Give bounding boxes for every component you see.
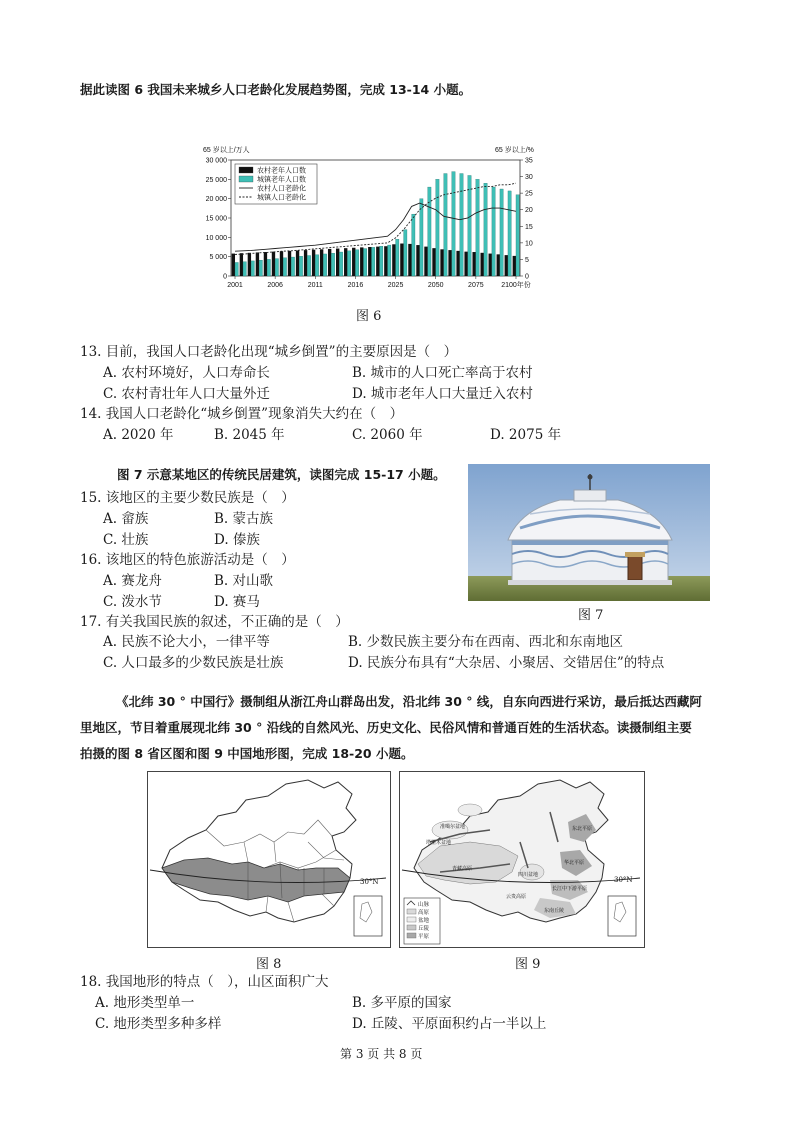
chart-left-tick-label: 5 000: [209, 254, 227, 262]
bar-urban-count: [259, 260, 262, 276]
bar-rural-count: [328, 249, 331, 276]
question-16-stem: 16. 该地区的特色旅游活动是（ ）: [80, 552, 295, 568]
bar-urban-count: [267, 259, 270, 276]
question-18-stem: 18. 我国地形的特点（ ），山区面积广大: [80, 974, 329, 990]
bar-rural-count: [240, 253, 243, 276]
bar-urban-count: [484, 183, 487, 276]
intro-18-20: [80, 689, 720, 767]
fig9-label-sichuan: 四川盆地: [518, 872, 539, 878]
bar-rural-count: [489, 254, 492, 276]
figure-7-caption: 图 7: [578, 608, 604, 623]
chart-x-tick-label: 2075: [468, 282, 484, 289]
bar-rural-count: [456, 251, 459, 276]
q18-option-b[interactable]: B. 多平原的国家: [352, 995, 452, 1011]
figure-8-province-map: [147, 771, 391, 948]
fig9-label-qingzang: 青藏高原: [452, 866, 473, 872]
q16-option-a[interactable]: A. 赛龙舟: [103, 573, 162, 589]
bar-urban-count: [235, 262, 238, 276]
bar-urban-count: [404, 230, 407, 276]
chart-left-axis-title: 65 岁以上/万人: [203, 147, 250, 154]
legend-swatch-urban_count: [239, 176, 253, 182]
bar-urban-count: [468, 175, 471, 276]
bar-urban-count: [347, 251, 350, 276]
intro-15-17: 图 7 示意某地区的传统民居建筑，读图完成 15-17 小题。: [117, 467, 446, 482]
fig8-lat-label: 30°N: [360, 878, 379, 886]
q15-option-d[interactable]: D. 傣族: [214, 532, 260, 548]
bar-rural-count: [256, 252, 259, 276]
bar-urban-count: [516, 195, 519, 276]
bar-urban-count: [251, 261, 254, 276]
q18-option-d[interactable]: D. 丘陵、平原面积约占一半以上: [352, 1016, 547, 1032]
q13-option-c[interactable]: C. 农村青壮年人口大量外迁: [103, 386, 270, 402]
fig9-label-dongbei: 东北平原: [572, 826, 593, 832]
bar-rural-count: [248, 253, 251, 276]
page-footer: 第 3 页 共 8 页: [340, 1047, 423, 1061]
bar-rural-count: [344, 248, 347, 276]
bar-rural-count: [272, 252, 275, 276]
q13-option-b[interactable]: B. 城市的人口死亡率高于农村: [352, 365, 533, 381]
chart-x-tick-label: 2001: [227, 282, 243, 289]
bar-urban-count: [476, 179, 479, 276]
intro-13-14: 据此读图 6 我国未来城乡人口老龄化发展趋势图，完成 13-14 小题。: [80, 82, 472, 97]
bar-rural-count: [288, 251, 291, 276]
chart-right-tick-label: 10: [525, 240, 533, 248]
fig9-label-dongnan: 东南丘陵: [544, 908, 565, 914]
fig9-label-huabei: 华北平原: [564, 860, 585, 866]
bar-rural-count: [264, 252, 267, 276]
chart-left-tick-label: 20 000: [205, 196, 227, 204]
bar-urban-count: [444, 174, 447, 276]
fig9-legend-basin: 盆地: [418, 918, 430, 924]
bar-urban-count: [323, 254, 326, 276]
bar-rural-count: [408, 244, 411, 276]
q13-option-d[interactable]: D. 城市老年人口大量迁入农村: [352, 386, 533, 402]
bar-rural-count: [384, 246, 387, 276]
chart-right-tick-label: 20: [525, 207, 533, 215]
question-15-stem: 15. 该地区的主要少数民族是（ ）: [80, 490, 295, 506]
bar-urban-count: [380, 246, 383, 276]
figure-6-chart: [195, 140, 550, 300]
bar-urban-count: [492, 187, 495, 276]
question-14-stem: 14. 我国人口老龄化“城乡倒置”现象消失大约在（ ）: [80, 406, 404, 422]
chart-x-tick-label: 2016: [347, 282, 364, 289]
bar-urban-count: [371, 247, 374, 276]
fig9-label-yungui: 云贵高原: [506, 894, 527, 900]
q14-option-d[interactable]: D. 2075 年: [490, 427, 562, 443]
question-17-stem: 17. 有关我国民族的叙述，不正确的是（ ）: [80, 614, 349, 630]
legend-label-urban_ratio: 城镇人口老龄化: [257, 194, 306, 202]
chart-right-axis-title: 65 岁以上/%: [495, 147, 534, 154]
q16-option-b[interactable]: B. 对山歌: [214, 573, 274, 589]
bar-urban-count: [452, 172, 455, 276]
legend-label-rural_count: 农村老年人口数: [257, 167, 306, 175]
bar-rural-count: [424, 247, 427, 276]
q16-option-d[interactable]: D. 赛马: [214, 594, 260, 610]
bar-rural-count: [497, 254, 500, 276]
fig9-legend-hill: 丘陵: [418, 926, 430, 932]
bar-rural-count: [280, 251, 283, 276]
bar-urban-count: [460, 174, 463, 276]
bar-urban-count: [412, 214, 415, 276]
bar-rural-count: [296, 250, 299, 276]
bar-urban-count: [275, 259, 278, 276]
figure-9-terrain-map: [399, 771, 645, 948]
bar-urban-count: [243, 262, 246, 276]
chart-x-tick-label: 2050: [427, 282, 444, 289]
bar-rural-count: [472, 252, 475, 276]
bar-rural-count: [360, 247, 363, 276]
bar-urban-count: [299, 256, 302, 276]
fig9-legend-plain: 平原: [418, 934, 430, 940]
question-13-stem: 13. 目前，我国人口老龄化出现“城乡倒置”的主要原因是（ ）: [80, 344, 458, 360]
q16-option-c[interactable]: C. 泼水节: [103, 594, 162, 610]
q17-option-a[interactable]: A. 民族不论大小，一律平等: [103, 634, 270, 650]
q15-option-c[interactable]: C. 壮族: [103, 532, 149, 548]
fig9-label-changjiang: 长江中下游平原: [552, 886, 588, 892]
bar-urban-count: [283, 258, 286, 276]
bar-urban-count: [339, 252, 342, 276]
bar-rural-count: [368, 247, 371, 276]
bar-urban-count: [436, 179, 439, 276]
bar-urban-count: [500, 189, 503, 276]
bar-urban-count: [315, 255, 318, 276]
bar-rural-count: [336, 249, 339, 276]
bar-rural-count: [440, 249, 443, 276]
chart-x-tick-label: 2006: [267, 282, 283, 289]
bar-rural-count: [464, 252, 467, 276]
bar-rural-count: [448, 250, 451, 276]
bar-urban-count: [420, 199, 423, 276]
bar-rural-count: [392, 244, 395, 276]
bar-rural-count: [505, 255, 508, 276]
chart-left-tick-label: 30 000: [205, 157, 227, 165]
chart-x-tick-label: 2011: [307, 282, 323, 289]
intro-18-20-line-1: 《北纬 30 ° 中国行》摄制组从浙江舟山群岛出发，沿北纬 30 ° 线，自东向西进行采访，最后抵达西藏阿: [116, 694, 702, 709]
bar-urban-count: [508, 191, 511, 276]
chart-x-tick-label: 2025: [387, 282, 404, 289]
q15-option-b[interactable]: B. 蒙古族: [214, 511, 274, 527]
figure-6-caption: 图 6: [356, 309, 382, 324]
q13-option-a[interactable]: A. 农村环境好，人口寿命长: [103, 365, 270, 381]
chart-right-tick-label: 15: [525, 223, 533, 231]
intro-18-20-line-2: 里地区，节目着重展现北纬 30 ° 沿线的自然风光、历史文化、民俗风情和普通百姓的生活状态。读摄制组主要: [80, 720, 692, 735]
bar-urban-count: [428, 187, 431, 276]
bar-urban-count: [363, 249, 366, 276]
bar-rural-count: [432, 248, 435, 276]
q18-option-a[interactable]: A. 地形类型单一: [95, 995, 195, 1011]
q14-option-b[interactable]: B. 2045 年: [214, 427, 285, 443]
chart-left-tick-label: 10 000: [205, 234, 227, 242]
bar-rural-count: [400, 244, 403, 276]
figure-7-yurt-photo: [468, 464, 710, 601]
bar-rural-count: [513, 256, 516, 276]
bar-rural-count: [481, 253, 484, 276]
chart-right-tick-label: 0: [525, 273, 529, 281]
bar-urban-count: [291, 257, 294, 276]
bar-urban-count: [396, 239, 399, 276]
bar-urban-count: [307, 256, 310, 276]
fig9-legend: [404, 898, 440, 944]
bar-rural-count: [304, 250, 307, 276]
fig9-lat-label: 30°N: [614, 876, 633, 884]
chart-right-tick-label: 35: [525, 157, 533, 165]
fig9-legend-plateau: 高原: [418, 910, 430, 916]
q17-option-b[interactable]: B. 少数民族主要分布在西南、西北和东南地区: [348, 634, 624, 650]
intro-18-20-line-3: 拍摄的图 8 省区图和图 9 中国地形图，完成 18-20 小题。: [80, 746, 414, 761]
chart-left-tick-label: 25 000: [205, 176, 227, 184]
bar-rural-count: [416, 245, 419, 276]
q17-option-d[interactable]: D. 民族分布具有“大杂居、小聚居、交错居住”的特点: [348, 655, 665, 671]
chart-left-tick-label: 0: [223, 273, 227, 281]
legend-label-rural_ratio: 农村人口老龄化: [257, 185, 306, 193]
q17-option-c[interactable]: C. 人口最多的少数民族是壮族: [103, 655, 284, 671]
chart-right-tick-label: 30: [525, 174, 533, 182]
bar-rural-count: [376, 247, 379, 276]
q14-option-a[interactable]: A. 2020 年: [103, 427, 174, 443]
bar-rural-count: [232, 254, 235, 276]
q18-option-c[interactable]: C. 地形类型多种多样: [95, 1016, 222, 1032]
bar-urban-count: [331, 253, 334, 276]
bar-urban-count: [388, 245, 391, 276]
chart-left-tick-label: 15 000: [205, 215, 227, 223]
fig9-label-tarim: 塔里木盆地: [426, 840, 452, 846]
bar-urban-count: [355, 250, 358, 276]
legend-label-urban_count: 城镇老年人口数: [257, 176, 306, 184]
q14-option-c[interactable]: C. 2060 年: [352, 427, 423, 443]
fig9-legend-mountain: 山脉: [418, 902, 430, 908]
legend-swatch-rural_count: [239, 167, 253, 173]
bar-rural-count: [312, 250, 315, 276]
figure-9-caption: 图 9: [515, 957, 541, 972]
bar-rural-count: [352, 248, 355, 276]
bar-rural-count: [320, 249, 323, 276]
figure-8-caption: 图 8: [256, 957, 282, 972]
chart-right-tick-label: 5: [525, 256, 529, 264]
q15-option-a[interactable]: A. 畲族: [103, 511, 149, 527]
fig9-label-junggar: 准噶尔盆地: [440, 824, 466, 830]
chart-right-tick-label: 25: [525, 190, 533, 198]
chart-x-tick-label: 2100年份: [501, 282, 531, 289]
